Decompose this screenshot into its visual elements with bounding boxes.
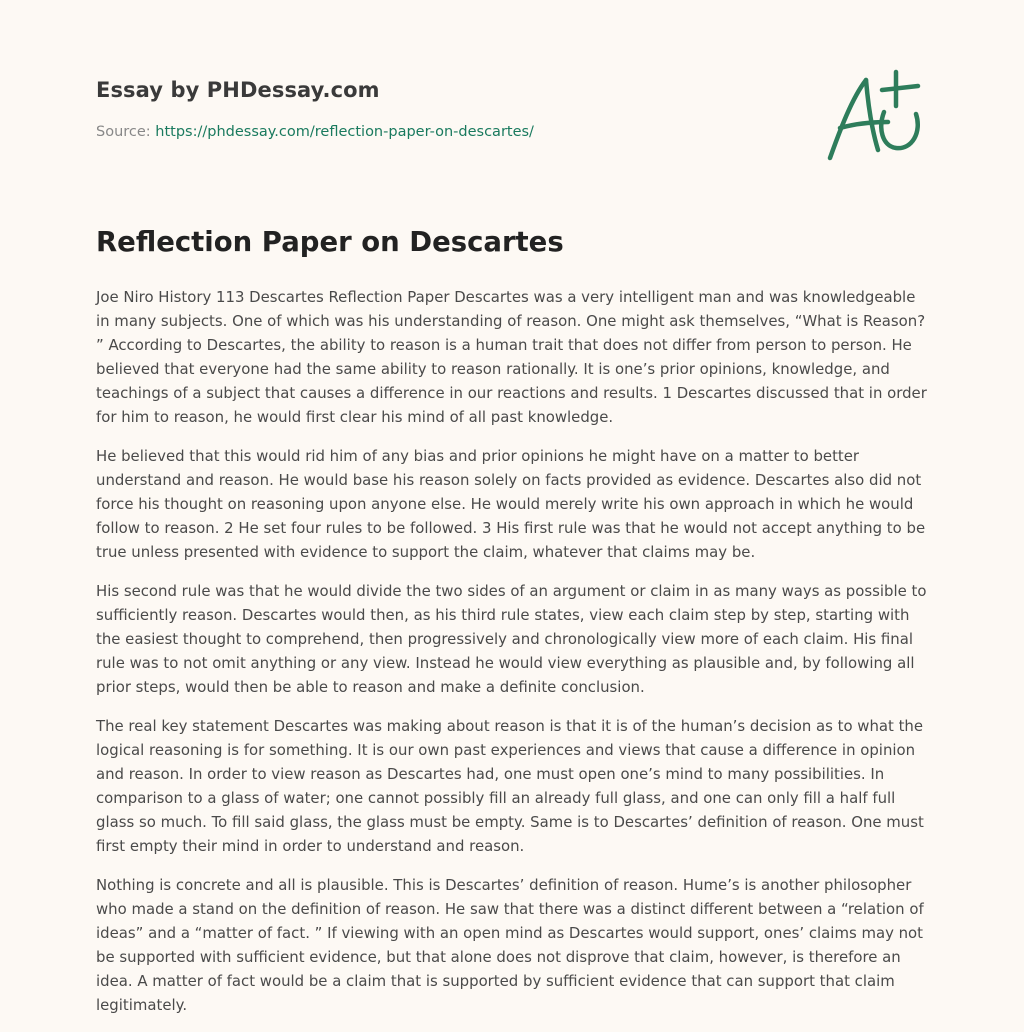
essay-title: Reflection Paper on Descartes	[96, 226, 564, 258]
essay-paragraph: He believed that this would rid him of any bias and prior opinions he might have on a matter to better understand and reason. He would base his reason solely on facts provided as evidence. Descartes also did not force his thought on reasoning upon anyone else. He would merely write his own approach in which he would follow to reason. 2 He set four rules to be followed. 3 His first rule was that he would not accept anything to be true unless presented with evidence to support the claim, whatever that claims may be.	[96, 447, 926, 561]
site-brand: Essay by PHDessay.com	[96, 78, 380, 102]
essay-paragraph: Nothing is concrete and all is plausible. This is Descartes’ definition of reason. Hume’s is another philosopher who made a stand on the definition of reason. He saw that there was a distinct different between a “relation of ideas” and a “matter of fact. ” If viewing with an open mind as Descartes would support, ones’ claims may not be supported with sufficient evidence, but that alone does not disprove that claim, however, is therefore an idea. A matter of fact would be a claim that is supported by sufficient evidence that can support that claim legitimately.	[96, 876, 924, 1014]
source-link[interactable]: https://phdessay.com/reflection-paper-on-descartes/	[155, 124, 534, 140]
essay-paragraph: Joe Niro History 113 Descartes Reflection Paper Descartes was a very intelligent man and was knowledgeable in many subjects. One of which was his understanding of reason. One might ask themselves, “What is Reason? ” According to Descartes, the ability to reason is a human trait that does not differ from person to person. He believed that everyone had the same ability to reason rationally. It is one’s prior opinions, knowledge, and teachings of a subject that causes a difference in our reactions and results. 1 Descartes discussed that in order for him to reason, he would first clear his mind of all past knowledge.	[96, 288, 927, 426]
essay-paragraph: The real key statement Descartes was making about reason is that it is of the human’s decision as to what the logical reasoning is for something. It is our own past experiences and views that cause a difference in opinion and reason. In order to view reason as Descartes had, one must open one’s mind to many possibilities. In comparison to a glass of water; one cannot possibly fill an already full glass, and one can only fill a half full glass so much. To fill said glass, the glass must be empty. Same is to Descartes’ definition of reason. One must first empty their mind in order to understand and reason.	[96, 717, 924, 855]
source-label: Source:	[96, 124, 156, 140]
a-plus-logo-icon	[822, 68, 926, 164]
source-line	[96, 124, 534, 140]
essay-paragraph: His second rule was that he would divide the two sides of an argument or claim in as many ways as possible to sufficiently reason. Descartes would then, as his third rule states, view each claim step by step, starting with the easiest thought to comprehend, then progressively and chronologically view more of each claim. His final rule was to not omit anything or any view. Instead he would view everything as plausible and, by following all prior steps, would then be able to reason and make a definite conclusion.	[96, 582, 927, 696]
essay-body	[96, 285, 932, 1032]
